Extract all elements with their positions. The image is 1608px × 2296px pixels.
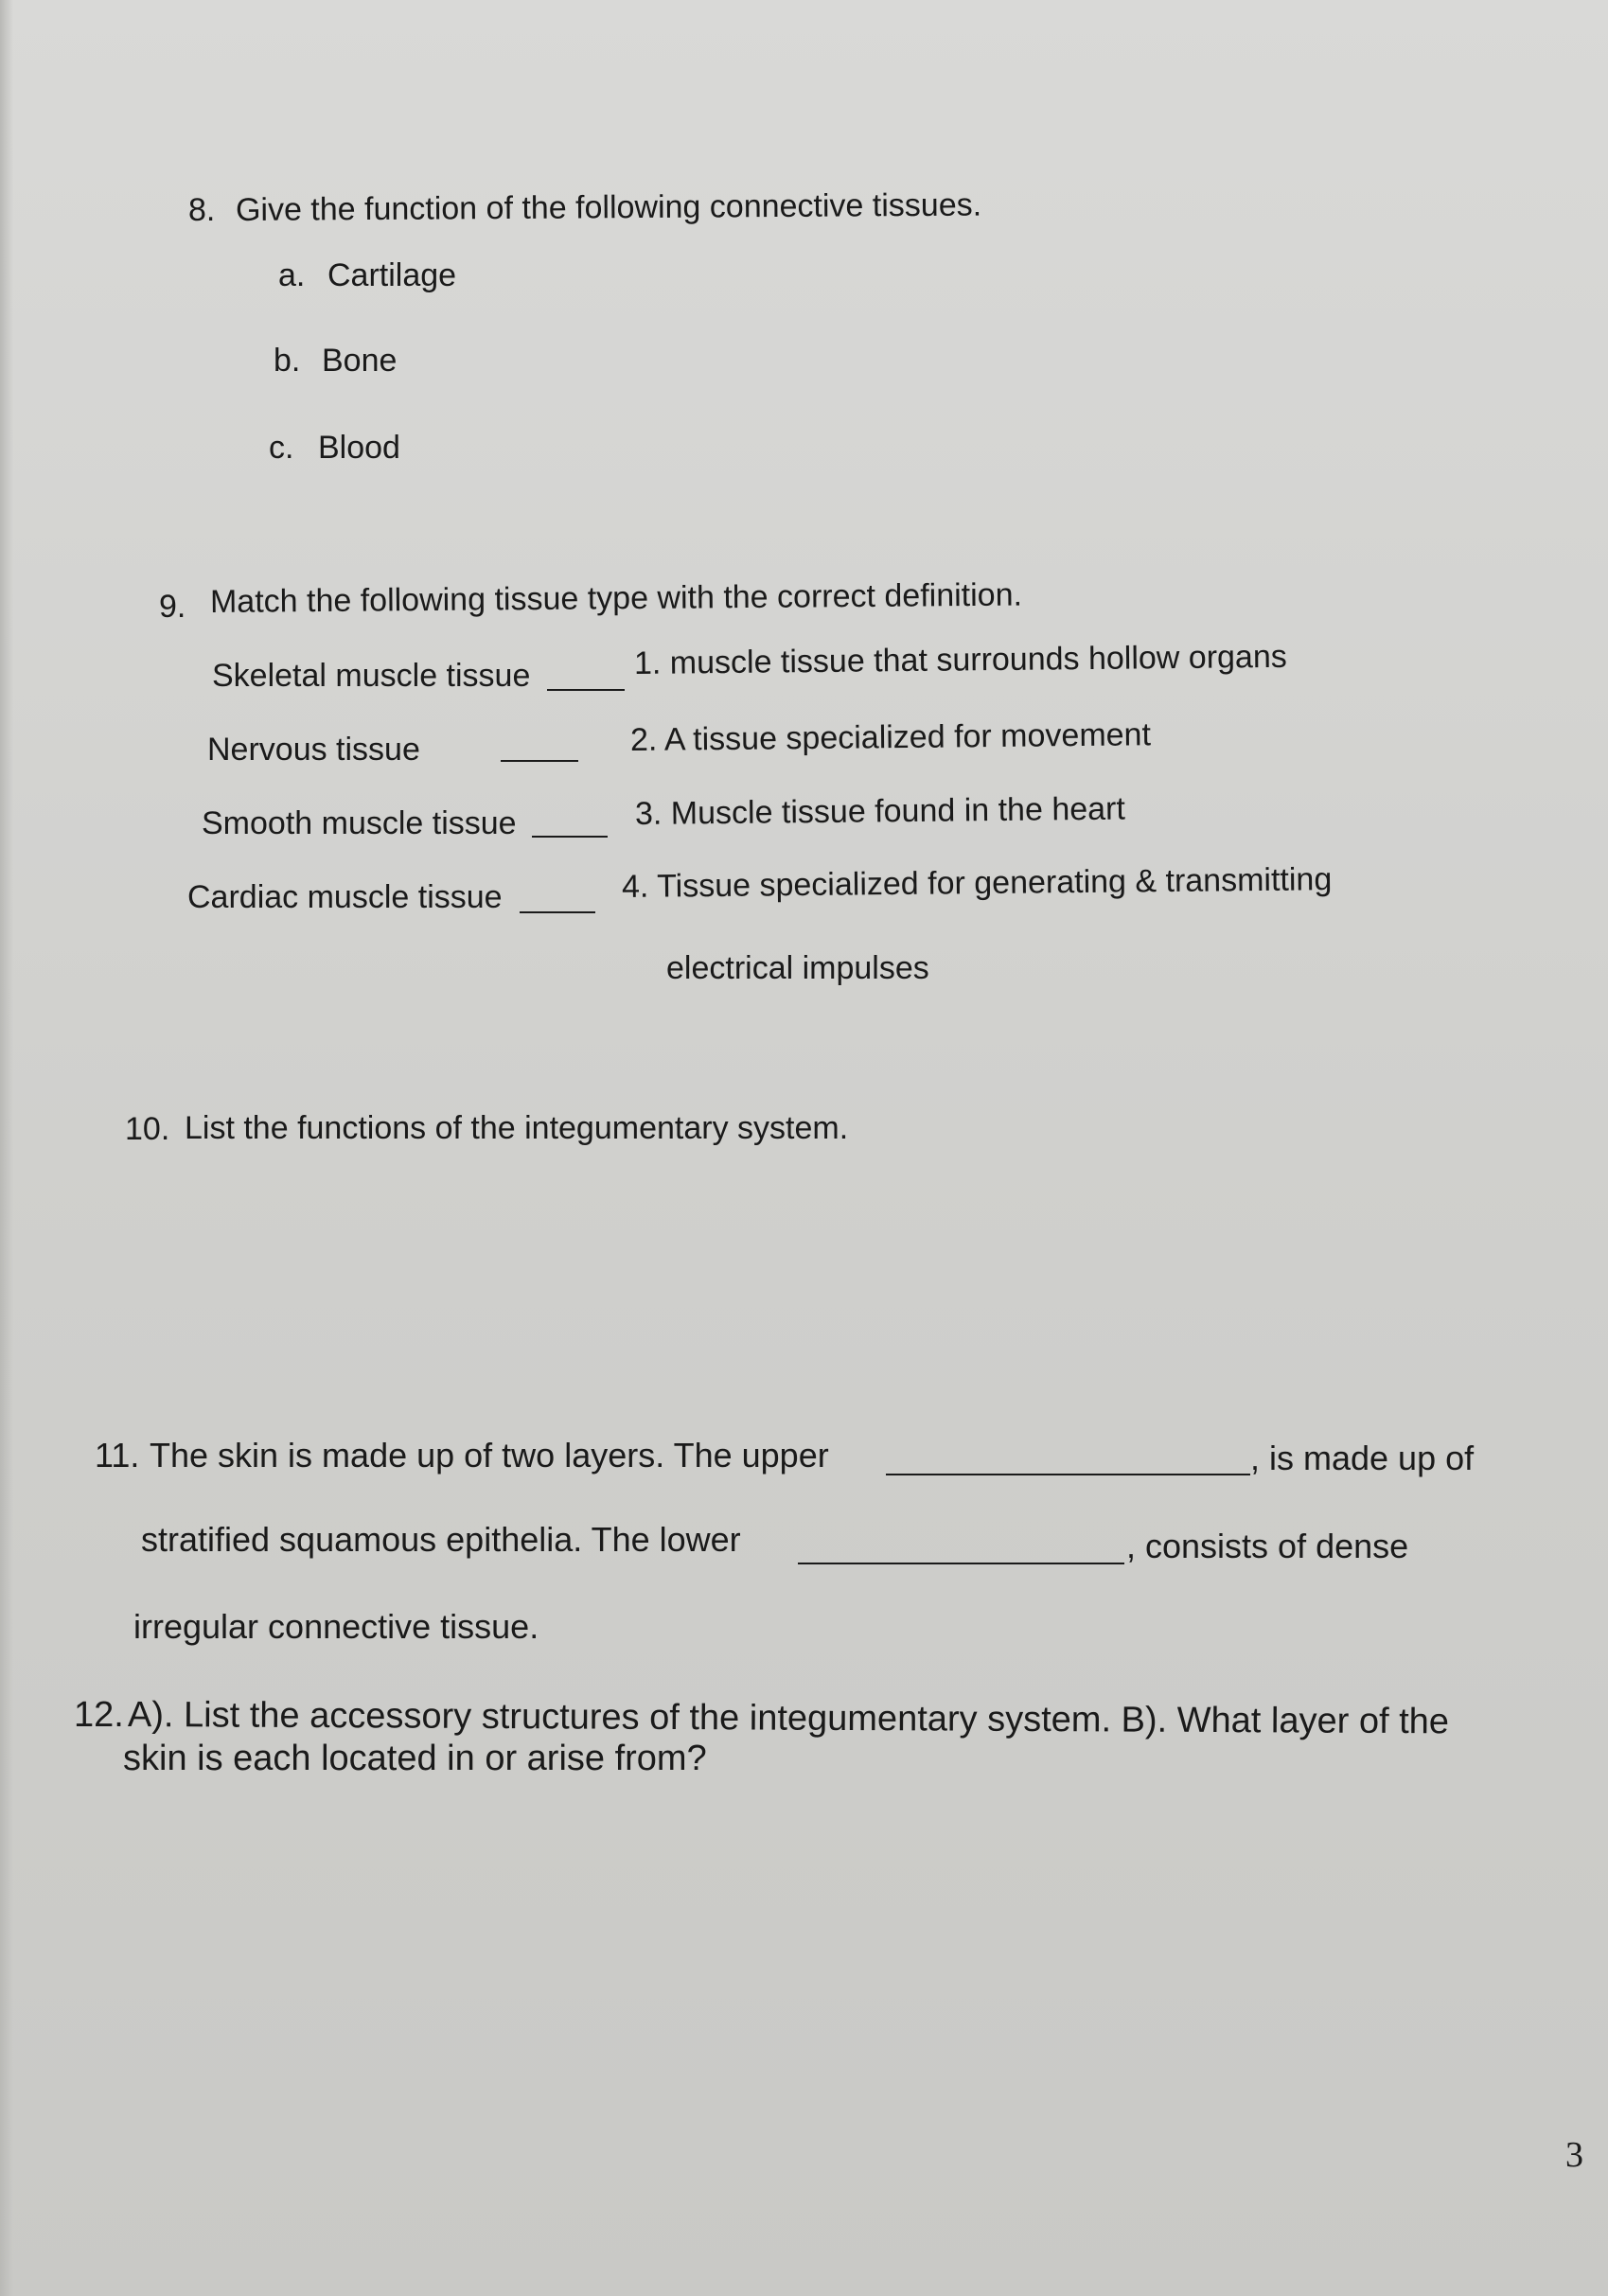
q10-prompt: List the functions of the integumentary system.	[185, 1110, 849, 1146]
q9-tissue-smooth: Smooth muscle tissue	[202, 805, 517, 841]
q8-item-b-text: Bone	[322, 343, 398, 379]
q9-tissue-nervous: Nervous tissue	[207, 732, 420, 768]
q9-definition-3: 3. Muscle tissue found in the heart	[634, 790, 1126, 832]
q8-item-c-text: Blood	[318, 430, 400, 466]
q9-definition-4: 4. Tissue specialized for generating & transmitting	[621, 861, 1333, 905]
q11-number: 11.	[95, 1436, 140, 1475]
q10-number: 10.	[125, 1111, 170, 1147]
q8-item-a-letter: a.	[278, 257, 306, 293]
q11-lower-layer-blank[interactable]	[798, 1562, 1124, 1564]
q9-answer-blank-4[interactable]	[520, 910, 595, 913]
q11-text-part2: , is made up of	[1250, 1439, 1475, 1477]
q12-line2: skin is each located in or arise from?	[123, 1739, 707, 1778]
q9-number: 9.	[159, 589, 186, 625]
q9-definition-4-continued: electrical impulses	[666, 950, 929, 986]
q11-text-part1: The skin is made up of two layers. The upper	[150, 1436, 829, 1475]
q11-text-part5: irregular connective tissue.	[133, 1607, 539, 1646]
q9-answer-blank-3[interactable]	[532, 835, 608, 838]
q8-number: 8.	[188, 192, 216, 228]
q12-line1: A). List the accessory structures of the integumentary system. B). What layer of the	[127, 1695, 1450, 1742]
q11-text-part4: , consists of dense	[1126, 1527, 1409, 1565]
q9-definition-1: 1. muscle tissue that surrounds hollow organs	[633, 638, 1287, 681]
q12-number: 12.	[74, 1695, 124, 1735]
q9-definition-2: 2. A tissue specialized for movement	[629, 716, 1152, 758]
q8-prompt: Give the function of the following connective tissues.	[235, 186, 982, 228]
q9-answer-blank-1[interactable]	[547, 688, 625, 691]
q11-text-part3: stratified squamous epithelia. The lower	[141, 1520, 741, 1559]
page-number: 3	[1565, 2135, 1583, 2175]
q9-tissue-cardiac: Cardiac muscle tissue	[187, 879, 503, 915]
q8-item-b-letter: b.	[274, 343, 301, 379]
q9-answer-blank-2[interactable]	[501, 759, 578, 762]
q8-item-a-text: Cartilage	[327, 257, 457, 293]
q8-item-c-letter: c.	[269, 430, 294, 466]
q9-prompt: Match the following tissue type with the correct definition.	[209, 576, 1023, 620]
q9-tissue-skeletal: Skeletal muscle tissue	[212, 658, 531, 694]
page-edge-shadow	[0, 0, 13, 2296]
q11-upper-layer-blank[interactable]	[886, 1473, 1250, 1475]
